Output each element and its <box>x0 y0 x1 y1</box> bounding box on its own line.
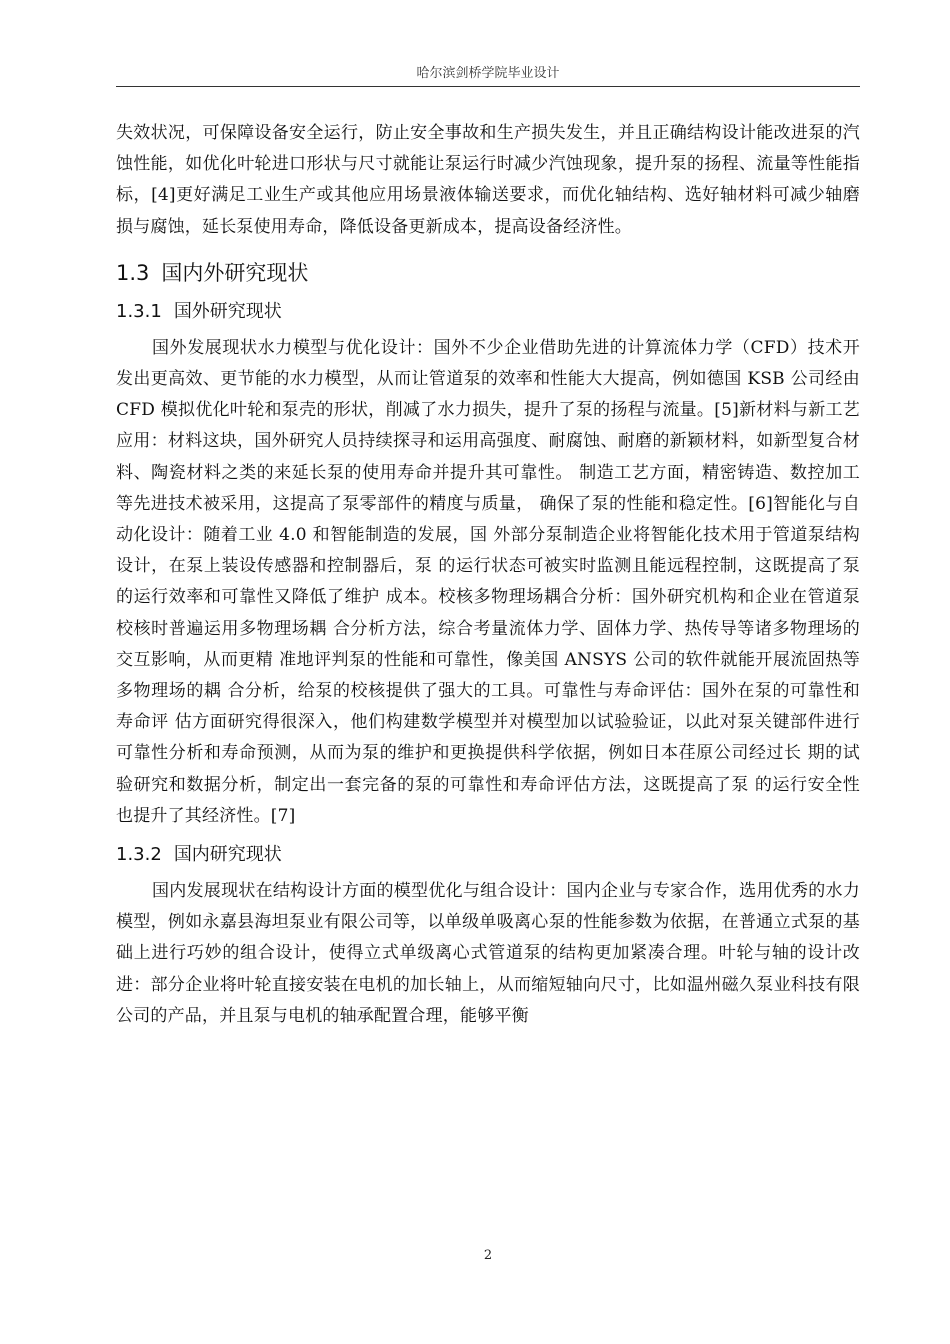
subsection-heading-foreign <box>116 297 860 327</box>
subsection-title-foreign: 国外研究现状 <box>173 300 282 322</box>
section-heading <box>116 257 860 289</box>
foreign-research-paragraph: 国外发展现状水力模型与优化设计：国外不少企业借助先进的计算流体力学（CFD）技术开发出更高效、更节能的水力模型，从而让管道泵的效率和性能大大提高，例如德国 KSB 公司经由 CFD 模拟优化叶轮和泵壳的形状，削减了水力损失，提升了泵的扬程与流量。[5]新材料与新工艺应用：材料这块，国外研究人员持续探寻和运用高强度、耐腐蚀、耐磨的新颖材料，如新型复合材料、陶瓷材料之类的来延长泵的使用寿命并提升其可靠性。 制造工艺方面，精密铸造、数控加工等先进技术被采用，这提高了泵零部件的精度与质量， 确保了泵的性能和稳定性。[6]智能化与自动化设计：随着工业 4.0 和智能制造的发展，国 外部分泵制造企业将智能化技术用于管道泵结构设计，在泵上装设传感器和控制器后，泵 的运行状态可被实时监测且能远程控制，这既提高了泵的运行效率和可靠性又降低了维护 成本。校核多物理场耦合分析：国外研究机构和企业在管道泵校核时普遍运用多物理场耦 合分析方法，综合考量流体力学、固体力学、热传导等诸多物理场的交互影响，从而更精 准地评判泵的性能和可靠性，像美国 ANSYS 公司的软件就能开展流固热等多物理场的耦 合分析，给泵的校核提供了强大的工具。可靠性与寿命评估：国外在泵的可靠性和寿命评 估方面研究得很深入，他们构建数学模型并对模型加以试验验证，以此对泵关键部件进行 可靠性分析和寿命预测，从而为泵的维护和更换提供科学依据，例如日本荏原公司经过长 期的试验研究和数据分析，制定出一套完备的泵的可靠性和寿命评估方法，这既提高了泵 的运行安全性也提升了其经济性。[7] <box>116 337 860 826</box>
subsection-number-foreign: 1.3.1 <box>116 300 162 322</box>
page-number: 2 <box>483 1248 493 1263</box>
subsection-number-domestic: 1.3.2 <box>116 844 162 866</box>
section-number: 1.3 <box>116 260 150 285</box>
section-title: 国内外研究现状 <box>161 260 309 285</box>
header-rule <box>116 86 860 87</box>
subsection-heading-domestic <box>116 840 860 870</box>
domestic-research-paragraph: 国内发展现状在结构设计方面的模型优化与组合设计：国内企业与专家合作，选用优秀的水力模型，例如永嘉县海坦泵业有限公司等，以单级单吸离心泵的性能参数为依据，在普通立式泵的基础上进行巧妙的组合设计，使得立式单级离心式管道泵的结构更加紧凑合理。叶轮与轴的设计改进：部分企业将叶轮直接安装在电机的加长轴上，从而缩短轴向尺寸，比如温州磁久泵业科技有限公司的产品，并且泵与电机的轴承配置合理，能够平衡 <box>116 881 860 1026</box>
subsection-title-domestic: 国内研究现状 <box>173 844 282 866</box>
continuation-paragraph: 失效状况，可保障设备安全运行，防止安全事故和生产损失发生，并且正确结构设计能改进泵的汽蚀性能，如优化叶轮进口形状与尺寸就能让泵运行时减少汽蚀现象，提升泵的扬程、流量等性能指标，[4]更好满足工业生产或其他应用场景液体输送要求，而优化轴结构、选好轴材料可减少轴磨损与腐蚀，延长泵使用寿命，降低设备更新成本，提高设备经济性。 <box>116 123 860 237</box>
document-body <box>116 118 860 1032</box>
page-header: 哈尔滨剑桥学院毕业设计 <box>416 66 560 81</box>
